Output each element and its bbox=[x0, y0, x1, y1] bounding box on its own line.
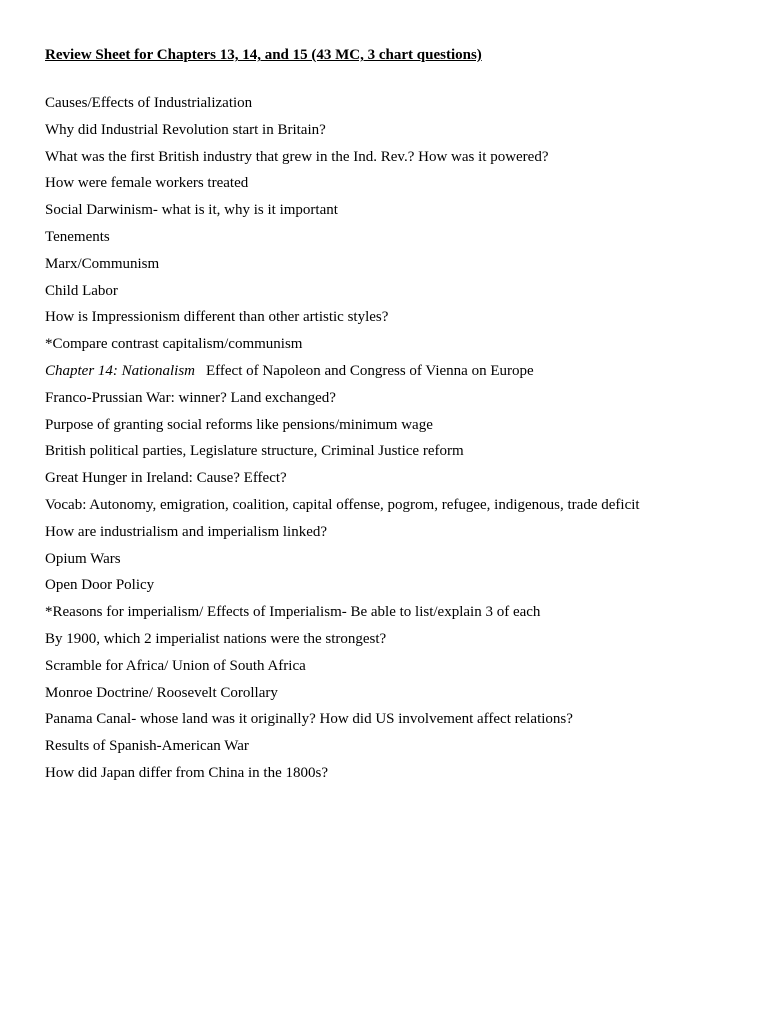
review-line: Monroe Doctrine/ Roosevelt Corollary bbox=[45, 684, 278, 701]
review-line: Child Labor bbox=[45, 282, 118, 299]
review-line: *Compare contrast capitalism/communism bbox=[45, 336, 303, 353]
review-line: Opium Wars bbox=[45, 550, 121, 567]
review-line: What was the first British industry that grew in the Ind. Rev.? How was it powered? bbox=[45, 148, 549, 165]
review-line: Panama Canal- whose land was it originally? How did US involvement affect relations? bbox=[45, 711, 573, 728]
review-line: How did Japan differ from China in the 1800s? bbox=[45, 764, 329, 781]
review-line: Great Hunger in Ireland: Cause? Effect? bbox=[45, 470, 287, 487]
review-line: Vocab: Autonomy, emigration, coalition, capital offense, pogrom, refugee, indigenous, trade deficit bbox=[45, 496, 640, 513]
review-line: Open Door Policy bbox=[45, 577, 155, 594]
review-line: How is Impressionism different than other artistic styles? bbox=[45, 309, 389, 326]
review-line: By 1900, which 2 imperialist nations were the strongest? bbox=[45, 630, 387, 647]
review-line: How were female workers treated bbox=[45, 175, 249, 192]
review-line: Tenements bbox=[45, 228, 110, 245]
review-line: Purpose of granting social reforms like pensions/minimum wage bbox=[45, 416, 433, 433]
chapter-14-label: Chapter 14: Nationalism bbox=[45, 362, 196, 379]
review-line: British political parties, Legislature structure, Criminal Justice reform bbox=[45, 443, 464, 460]
review-line: Marx/Communism bbox=[45, 255, 160, 272]
review-line: *Reasons for imperialism/ Effects of Imperialism- Be able to list/explain 3 of each bbox=[45, 604, 541, 621]
review-line: How are industrialism and imperialism linked? bbox=[45, 523, 328, 540]
chapter-14-text: Effect of Napoleon and Congress of Vienna on Europe bbox=[206, 362, 534, 379]
document-title: Review Sheet for Chapters 13, 14, and 15 (43 MC, 3 chart questions) bbox=[45, 47, 482, 63]
review-line: Results of Spanish-American War bbox=[45, 738, 249, 755]
review-line: Why did Industrial Revolution start in Britain? bbox=[45, 121, 326, 138]
review-line: Franco-Prussian War: winner? Land exchanged? bbox=[45, 389, 336, 406]
review-line: Social Darwinism- what is it, why is it important bbox=[45, 202, 338, 219]
chapter-14-line bbox=[45, 358, 735, 385]
document-page bbox=[45, 45, 735, 787]
review-list bbox=[45, 90, 735, 787]
review-line: Scramble for Africa/ Union of South Africa bbox=[45, 657, 306, 674]
review-line: Causes/Effects of Industrialization bbox=[45, 95, 253, 111]
